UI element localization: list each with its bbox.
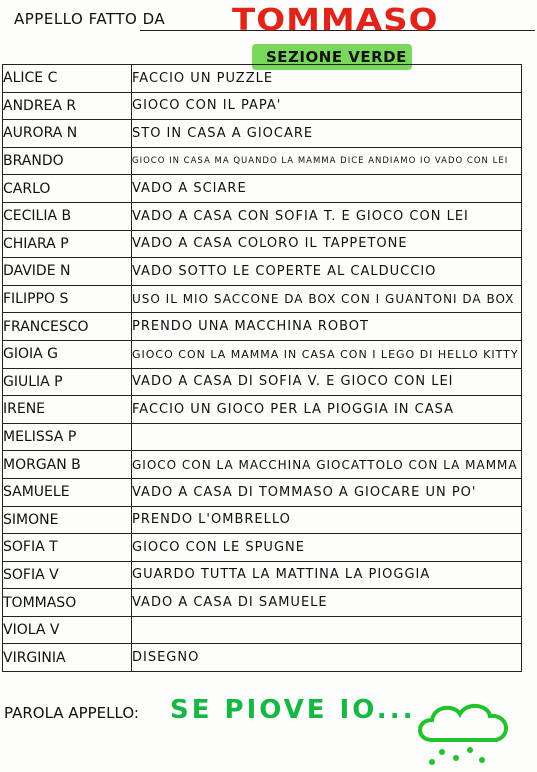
activity-answer: GIOCO CON LE SPUGNE xyxy=(132,534,522,562)
table-row xyxy=(3,285,522,313)
footer-label: PAROLA APPELLO: xyxy=(4,704,139,722)
child-name: GIULIA P xyxy=(3,368,132,396)
table-row xyxy=(3,313,522,341)
table-row xyxy=(3,478,522,506)
table-row xyxy=(3,589,522,617)
child-name: ALICE C xyxy=(3,65,132,93)
child-name: CECILIA B xyxy=(3,202,132,230)
author-name: TOMMASO xyxy=(232,2,439,38)
activity-answer: VADO A CASA COLORO IL TAPPETONE xyxy=(132,230,522,258)
table-row xyxy=(3,616,522,644)
table-row xyxy=(3,65,522,93)
child-name: MORGAN B xyxy=(3,451,132,479)
activity-answer: VADO A CASA DI SOFIA V. E GIOCO CON LEI xyxy=(132,368,522,396)
table-row xyxy=(3,506,522,534)
child-name: SOFIA T xyxy=(3,534,132,562)
activity-answer: VADO A CASA DI SAMUELE xyxy=(132,589,522,617)
activity-answer: VADO A SCIARE xyxy=(132,175,522,203)
child-name: IRENE xyxy=(3,396,132,424)
activity-answer: VADO A CASA CON SOFIA T. E GIOCO CON LEI xyxy=(132,202,522,230)
child-name: VIOLA V xyxy=(3,616,132,644)
table-row xyxy=(3,561,522,589)
table-row xyxy=(3,230,522,258)
table-row xyxy=(3,92,522,120)
child-name: ANDREA R xyxy=(3,92,132,120)
table-row xyxy=(3,340,522,368)
table-row xyxy=(3,175,522,203)
activity-answer: PRENDO L'OMBRELLO xyxy=(132,506,522,534)
activity-answer: STO IN CASA A GIOCARE xyxy=(132,120,522,148)
activity-answer: GIOCO CON LA MACCHINA GIOCATTOLO CON LA MAMMA xyxy=(132,451,522,479)
table-row xyxy=(3,147,522,175)
section-title: SEZIONE VERDE xyxy=(266,48,407,66)
activity-answer: GUARDO TUTTA LA MATTINA LA PIOGGIA xyxy=(132,561,522,589)
child-name: SAMUELE xyxy=(3,478,132,506)
table-row xyxy=(3,423,522,451)
child-name: FILIPPO S xyxy=(3,285,132,313)
child-name: BRANDO xyxy=(3,147,132,175)
activity-answer xyxy=(132,423,522,451)
table-row xyxy=(3,120,522,148)
activity-answer: FACCIO UN GIOCO PER LA PIOGGIA IN CASA xyxy=(132,396,522,424)
child-name: FRANCESCO xyxy=(3,313,132,341)
activity-answer: DISEGNO xyxy=(132,644,522,672)
activity-answer: GIOCO CON LA MAMMA IN CASA CON I LEGO DI HELLO KITTY xyxy=(132,340,522,368)
child-name: MELISSA P xyxy=(3,423,132,451)
activity-answer: PRENDO UNA MACCHINA ROBOT xyxy=(132,313,522,341)
activity-answer xyxy=(132,616,522,644)
header-label: APPELLO FATTO DA xyxy=(14,10,166,28)
table-row xyxy=(3,451,522,479)
table-row xyxy=(3,258,522,286)
table-row xyxy=(3,368,522,396)
footer-value: SE PIOVE IO... xyxy=(170,695,416,725)
activity-answer: GIOCO IN CASA MA QUANDO LA MAMMA DICE ANDIAMO IO VADO CON LEI xyxy=(132,147,522,175)
attendance-table xyxy=(2,64,522,672)
child-name: GIOIA G xyxy=(3,340,132,368)
activity-answer: VADO A CASA DI TOMMASO A GIOCARE UN PO' xyxy=(132,478,522,506)
table-row xyxy=(3,396,522,424)
child-name: AURORA N xyxy=(3,120,132,148)
activity-answer: USO IL MIO SACCONE DA BOX CON I GUANTONI DA BOX xyxy=(132,285,522,313)
child-name: TOMMASO xyxy=(3,589,132,617)
child-name: VIRGINIA xyxy=(3,644,132,672)
child-name: CARLO xyxy=(3,175,132,203)
activity-answer: GIOCO CON IL PAPA' xyxy=(132,92,522,120)
table-row xyxy=(3,644,522,672)
table-row xyxy=(3,534,522,562)
child-name: CHIARA P xyxy=(3,230,132,258)
child-name: SIMONE xyxy=(3,506,132,534)
activity-answer: FACCIO UN PUZZLE xyxy=(132,65,522,93)
child-name: DAVIDE N xyxy=(3,258,132,286)
child-name: SOFIA V xyxy=(3,561,132,589)
activity-answer: VADO SOTTO LE COPERTE AL CALDUCCIO xyxy=(132,258,522,286)
rain-cloud-icon xyxy=(412,700,522,772)
table-row xyxy=(3,202,522,230)
